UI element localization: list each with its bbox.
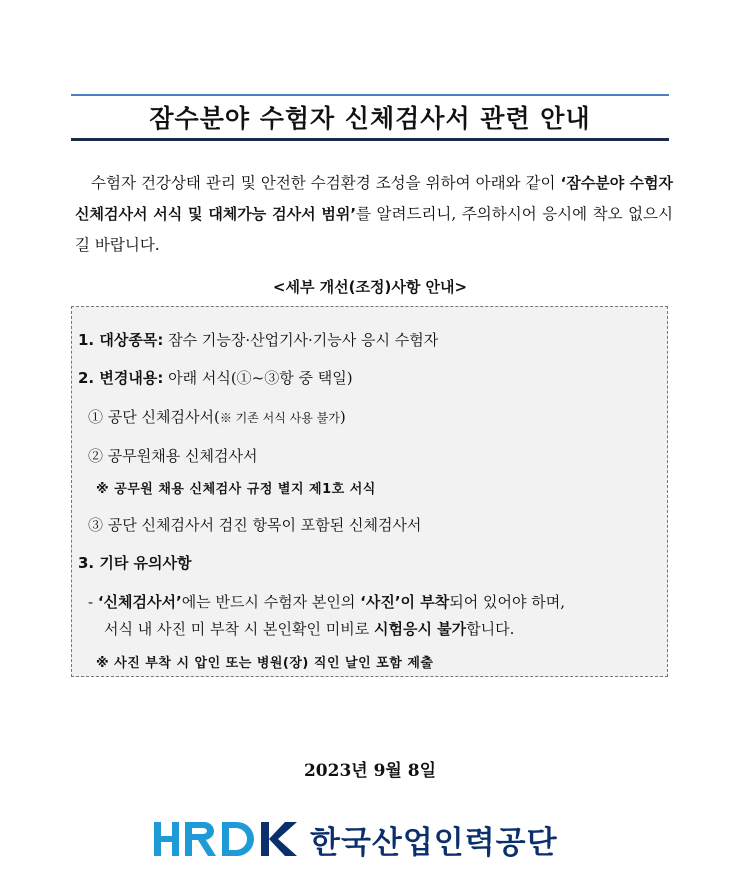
option-3-text: ③ 공단 신체검사서 검진 항목이 포함된 신체검사서 [88, 516, 422, 534]
section-subheading: <세부 개선(조정)사항 안내> [272, 278, 468, 296]
intro-paragraph [75, 168, 673, 261]
other-notes-label: 3. 기타 유의사항 [78, 554, 192, 572]
hrdk-logo-mark [152, 819, 300, 859]
title-banner [71, 94, 669, 141]
option-2-note: ※ 공무원 채용 신체검사 규정 별지 제1호 서식 [96, 482, 376, 497]
notes-bullet-continued [104, 618, 514, 639]
target-label: 1. 대상종목: [78, 331, 164, 349]
option-1-text: ① 공단 신체검사서( [88, 408, 220, 426]
hrdk-logo [152, 816, 558, 862]
issue-date: 2023년 9월 8일 [303, 761, 437, 781]
option-1 [88, 406, 346, 427]
organization-name: 한국산업인력공단 [310, 824, 558, 861]
bullet-dash: - [88, 593, 98, 611]
change-label: 2. 변경내용: [78, 369, 164, 387]
intro-text-1: 수험자 건강상태 관리 및 안전한 수검환경 조성을 위하여 아래와 같이 [91, 174, 561, 192]
notes-bullet [88, 591, 565, 612]
intro-text-2: 를 알려드리니, 주의하시어 응시에 착오 없으시길 바랍니다. [75, 205, 673, 254]
bullet-text-3: 서식 내 사진 미 부착 시 본인확인 미비로 [104, 620, 374, 638]
photo-stamp-note: ※ 사진 부착 시 압인 또는 병원(장) 직인 날인 포함 제출 [96, 656, 434, 671]
photo-required-term: ‘사진’이 부착 [360, 593, 450, 611]
exam-not-allowed-term: 시험응시 불가 [374, 620, 467, 638]
change-text: 아래 서식(①~③항 중 택일) [163, 369, 353, 387]
details-box [71, 306, 668, 677]
health-cert-term: ‘신체검사서’ [97, 593, 182, 611]
bullet-text-2: 되어 있어야 하며, [449, 593, 565, 611]
other-notes-heading [78, 552, 192, 573]
bullet-text-4: 합니다. [466, 620, 515, 638]
option-3 [88, 514, 421, 535]
option-2 [88, 445, 257, 466]
intro-bold-text: ‘잠수분야 수험자 신체검사서 서식 및 대체가능 검사서 범위’ [75, 174, 673, 223]
bullet-text-1: 에는 반드시 수험자 본인의 [181, 593, 361, 611]
change-item [78, 367, 353, 388]
target-text: 잠수 기능장·산업기사·기능사 응시 수험자 [163, 331, 439, 349]
option-2-text: ② 공무원채용 신체검사서 [88, 447, 258, 465]
target-item [78, 329, 438, 350]
page-title: 잠수분야 수험자 신체검사서 관련 안내 [149, 104, 591, 133]
option-1-note: ※ 기존 서식 사용 불가 [219, 411, 340, 425]
hrdk-mark-icon [152, 819, 300, 859]
option-1-close: ) [339, 408, 346, 426]
